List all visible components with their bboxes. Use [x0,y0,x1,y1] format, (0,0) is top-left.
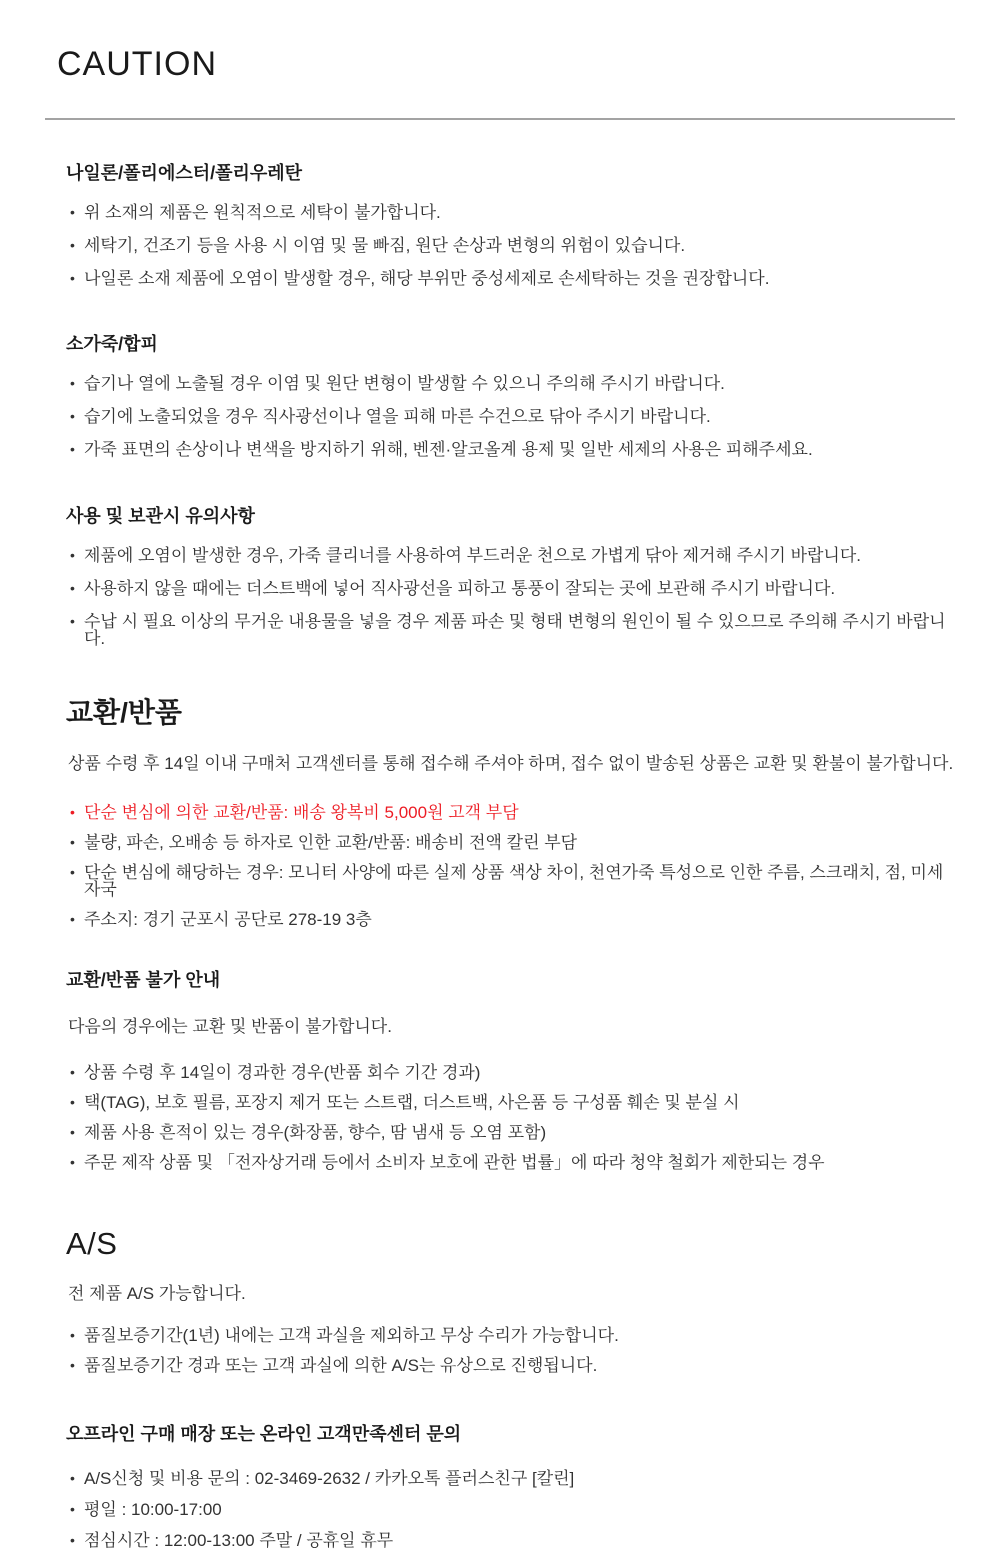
list-item: • 습기나 열에 노출될 경우 이염 및 원단 변형이 발생할 수 있으니 주의해 주시기 바랍니다. [66,375,955,392]
list-item: • 나일론 소재 제품에 오염이 발생할 경우, 해당 부위만 중성세제로 손세탁하는 것을 권장합니다. [66,270,955,287]
bullet-list [45,804,955,928]
list-item: • 품질보증기간 경과 또는 고객 과실에 의한 A/S는 유상으로 진행됩니다. [66,1357,955,1374]
after-service-intro-text: 전 제품 A/S 가능합니다. [68,1284,246,1303]
bullet-list [45,1470,955,1549]
contact-title: 오프라인 구매 매장 또는 온라인 고객만족센터 문의 [66,1424,462,1444]
list-item-highlighted: • 단순 변심에 의한 교환/반품: 배송 왕복비 5,000원 고객 부담 [66,804,955,821]
list-item: • 세탁기, 건조기 등을 사용 시 이염 및 물 빠짐, 원단 손상과 변형의 위험이 있습니다. [66,237,955,254]
bullet-list [45,204,955,287]
list-item: • A/S신청 및 비용 문의 : 02-3469-2632 / 카카오톡 플러스친구 [칼린] [66,1470,955,1487]
list-item: • 제품에 오염이 발생한 경우, 가죽 클리너를 사용하여 부드러운 천으로 가볍게 닦아 제거해 주시기 바랍니다. [66,547,955,564]
section-storage-care [45,507,955,647]
list-item: • 불량, 파손, 오배송 등 하자로 인한 교환/반품: 배송비 전액 칼린 부담 [66,834,955,851]
after-service-title: A/S [66,1226,118,1261]
list-item: • 습기에 노출되었을 경우 직사광선이나 열을 피해 마른 수건으로 닦아 주시기 바랍니다. [66,408,955,425]
section-title: 소가죽/합피 [66,334,158,354]
section-nylon-materials [45,164,955,287]
title-divider [45,118,955,120]
list-item: • 가죽 표면의 손상이나 변색을 방지하기 위해, 벤젠·알코올계 용제 및 일반 세제의 사용은 피해주세요. [66,441,955,458]
list-item: • 위 소재의 제품은 원칙적으로 세탁이 불가합니다. [66,204,955,221]
section-title: 나일론/폴리에스터/폴리우레탄 [66,163,303,183]
list-item: • 사용하지 않을 때에는 더스트백에 넣어 직사광선을 피하고 통풍이 잘되는 곳에 보관해 주시기 바랍니다. [66,580,955,597]
list-item: • 택(TAG), 보호 필름, 포장지 제거 또는 스트랩, 더스트백, 사은품 등 구성품 훼손 및 분실 시 [66,1094,955,1111]
section-title: 사용 및 보관시 유의사항 [66,506,255,526]
exchange-intro-text: 상품 수령 후 14일 이내 구매처 고객센터를 통해 접수해 주셔야 하며, 접수 없이 발송된 상품은 교환 및 환불이 불가합니다. [68,754,954,773]
section-leather [45,335,955,458]
page-title-caution: CAUTION [57,45,217,83]
bullet-list [45,1327,955,1374]
no-return-title: 교환/반품 불가 안내 [66,970,221,990]
list-item: • 주소지: 경기 군포시 공단로 278-19 3층 [66,911,955,928]
no-return-intro-text: 다음의 경우에는 교환 및 반품이 불가합니다. [68,1017,392,1036]
bullet-list [45,547,955,647]
list-item: • 품질보증기간(1년) 내에는 고객 과실을 제외하고 무상 수리가 가능합니다. [66,1327,955,1344]
section-exchange-return [45,698,955,1171]
exchange-return-title: 교환/반품 [66,697,182,728]
section-after-service [45,1228,955,1549]
list-item: • 단순 변심에 해당하는 경우: 모니터 사양에 따른 실제 상품 색상 차이, 천연가죽 특성으로 인한 주름, 스크래치, 점, 미세 자국 [66,864,955,898]
list-item: • 평일 : 10:00-17:00 [66,1501,955,1518]
list-item: • 상품 수령 후 14일이 경과한 경우(반품 회수 기간 경과) [66,1064,955,1081]
list-item: • 점심시간 : 12:00-13:00 주말 / 공휴일 휴무 [66,1532,955,1549]
bullet-list [45,1064,955,1171]
list-item: • 수납 시 필요 이상의 무거운 내용물을 넣을 경우 제품 파손 및 형태 변형의 원인이 될 수 있으므로 주의해 주시기 바랍니다. [66,613,955,647]
list-item: • 제품 사용 흔적이 있는 경우(화장품, 향수, 땀 냄새 등 오염 포함) [66,1124,955,1141]
list-item: • 주문 제작 상품 및 「전자상거래 등에서 소비자 보호에 관한 법률」에 따라 청약 철회가 제한되는 경우 [66,1154,955,1171]
bullet-list [45,375,955,458]
